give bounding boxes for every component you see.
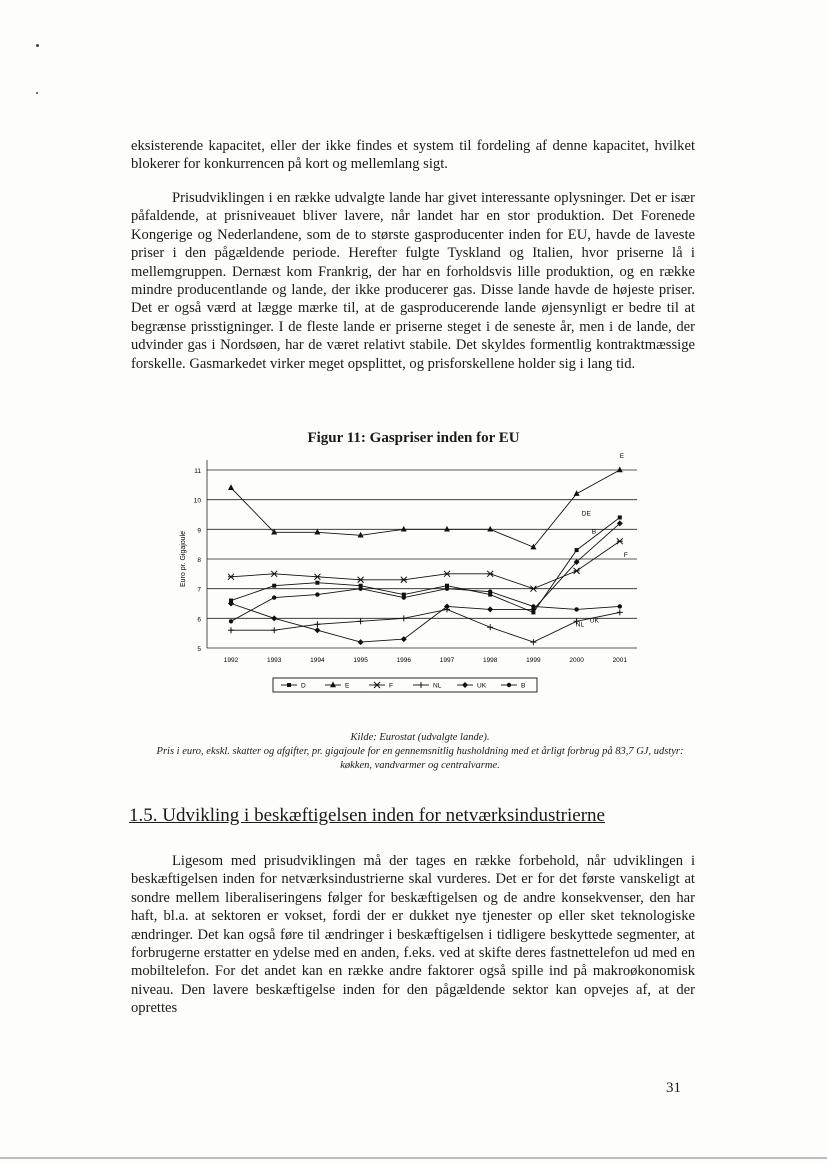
x-tick-label: 1996 [396,657,412,664]
data-point [228,627,234,633]
figure-note: Pris i euro, ekskl. skatter og afgifter, pr. gigajoule for en gennemsnitlig husholdning med et årligt forbrug på 83,7 GJ, udstyr: køkken, vandvarmer og centralvarme. [156,746,684,771]
speck-mark [36,44,39,47]
x-tick-label: 1992 [223,657,239,664]
data-point [229,619,233,623]
chart-grid [207,470,637,648]
data-point [444,571,450,577]
data-point [330,682,336,688]
data-point [272,584,276,588]
annotation-label: UK [589,617,599,625]
series-line-uk [231,523,620,642]
legend-label-uk: UK [477,682,487,690]
legend-label-f: F [389,682,393,690]
data-point [401,577,407,583]
y-tick-label: 11 [194,468,201,475]
data-point [418,682,424,688]
data-point [374,682,380,688]
data-point [314,627,320,633]
annotation-label: B [591,528,597,536]
y-tick-label: 6 [197,616,201,624]
data-point [530,639,536,645]
data-point [358,618,364,624]
data-point [618,604,622,608]
data-point [487,526,493,532]
figure-title: Figur 11: Gaspriser inden for EU [307,430,520,446]
annotation-label: E [619,453,625,460]
data-point [507,683,511,687]
data-point [487,624,493,630]
scan-edge-line [0,1157,827,1159]
gas-price-chart [165,452,645,702]
chart-legend [273,678,537,692]
y-tick-label: 9 [197,527,201,535]
data-point [401,526,407,532]
data-point [487,571,493,577]
x-tick-label: 1994 [310,657,325,664]
paragraph-1: eksisterende kapacitet, eller der ikke findes et system til fordeling af denne kapacitet, hvilket blokerer for konkurrencen på kort og mellemlang sigt. [131,138,695,173]
legend-label-e: E [345,682,350,690]
x-tick-label: 1993 [266,657,282,664]
x-tick-label: 2001 [612,657,628,664]
data-point [574,568,580,574]
data-point [315,592,319,596]
annotation-label: F [623,552,628,560]
annotation-label: NL [575,621,585,629]
legend-label-b: B [521,682,526,690]
data-point [574,607,578,611]
paragraph-3: Ligesom med prisudviklingen må der tages en række forbehold, når udviklingen i beskæftigelsen inden for netværksindustrierne skal vurderes. Det er for det første vanskeligt at sondre mellem liberaliseringens følger for beskæftigelsen og de andre konsekvenser, den har haft, bl.a. at sektoren er vokset, fordi der er dukket nye tjenester op eller sket teknologiske ændringer. Det kan også føre til ændringer i beskæftigelsen i tidligere beskyttede segmenter, at forbrugerne erstatter en ydelse med en anden, f.eks. ved at skifte deres fastnettelefon ud med en mobiltelefon. For det andet kan en række andre faktorer også spille ind på makroøkonomisk niveau. Den lavere beskæftigelse inden for den pågældende sektor kan opvejes af, at der oprettes [131,853,695,1017]
data-point [444,526,450,532]
data-point [618,515,622,519]
x-tick-label: 1997 [439,657,455,664]
paragraph-2: Prisudviklingen i en række udvalgte lande har givet interessante oplysninger. Det er især påfaldende, at prisniveauet bliver lavere, når landet har en stor produktion. Det Forenede Kongerige og Nederlandene, som de to største gasproducenter inden for EU, havde de laveste priser i den pågældende periode. Herefter fulgte Tyskland og Italien, hvor priserne lå i mellemgruppen. Dernæst kom Frankrig, der har en forholdsvis lille produktion, og en række mindre producentlande og lande, der ikke producerer gas. Disse lande havde de højeste priser. Det er også værd at lægge mærke til, at de gasproducerende lande øjensynligt er bedre til at begrænse prisstigninger. I de fleste lande er priserne steget i de seneste år, men i de lande, der udvinder gas i Nordsøen, har de været relativt stabile. Det skyldes formentlig kontraktmæssige forskelle. Gasmarkedet virker meget opsplittet, og prisforskellene holder sig i lang tid. [131,190,695,372]
y-tick-label: 7 [197,586,201,594]
data-point [358,577,364,583]
data-point [462,682,468,688]
y-tick-label: 10 [193,497,201,505]
data-point [271,615,277,621]
series-line-f [231,541,620,588]
series-line-nl [231,609,620,642]
x-tick-label: 1999 [526,657,541,664]
data-point [228,484,234,490]
data-point [575,548,579,552]
data-point [530,586,536,592]
data-point [401,615,407,621]
annotation-label: DE [581,510,591,518]
data-point [272,595,276,599]
data-point [228,574,234,580]
data-point [487,606,493,612]
speck-mark [36,92,38,94]
chart-series-lines [231,470,620,642]
data-point [617,467,623,473]
data-point [358,639,364,645]
data-point [271,571,277,577]
data-point [445,586,449,590]
page-number: 31 [666,1080,681,1096]
data-point [617,538,623,544]
data-point [358,586,362,590]
data-point [531,604,535,608]
data-point [228,601,234,607]
y-tick-label: 8 [197,557,201,564]
x-tick-label: 1998 [482,657,498,664]
x-tick-label: 1995 [353,657,368,664]
data-point [315,581,319,585]
legend-label-d: D [301,682,306,690]
series-line-d [231,517,620,612]
data-point [271,627,277,633]
section-heading: 1.5. Udvikling i beskæftigelsen inden for netværksindustrierne [129,805,605,826]
data-point [402,595,406,599]
y-axis-label: Euro pr. Gigajoule [180,530,187,588]
legend-label-nl: NL [433,682,442,690]
data-point [617,609,623,615]
legend-box [273,678,537,692]
data-point [314,621,320,627]
data-point [488,589,492,593]
figure-source: Kilde: Eurostat (udvalgte lande). [350,732,490,743]
y-tick-label: 5 [197,646,201,653]
chart-axes [180,460,627,664]
x-tick-label: 2000 [569,657,584,664]
series-line-e [231,470,620,547]
data-point [287,683,291,687]
data-point [314,574,320,580]
